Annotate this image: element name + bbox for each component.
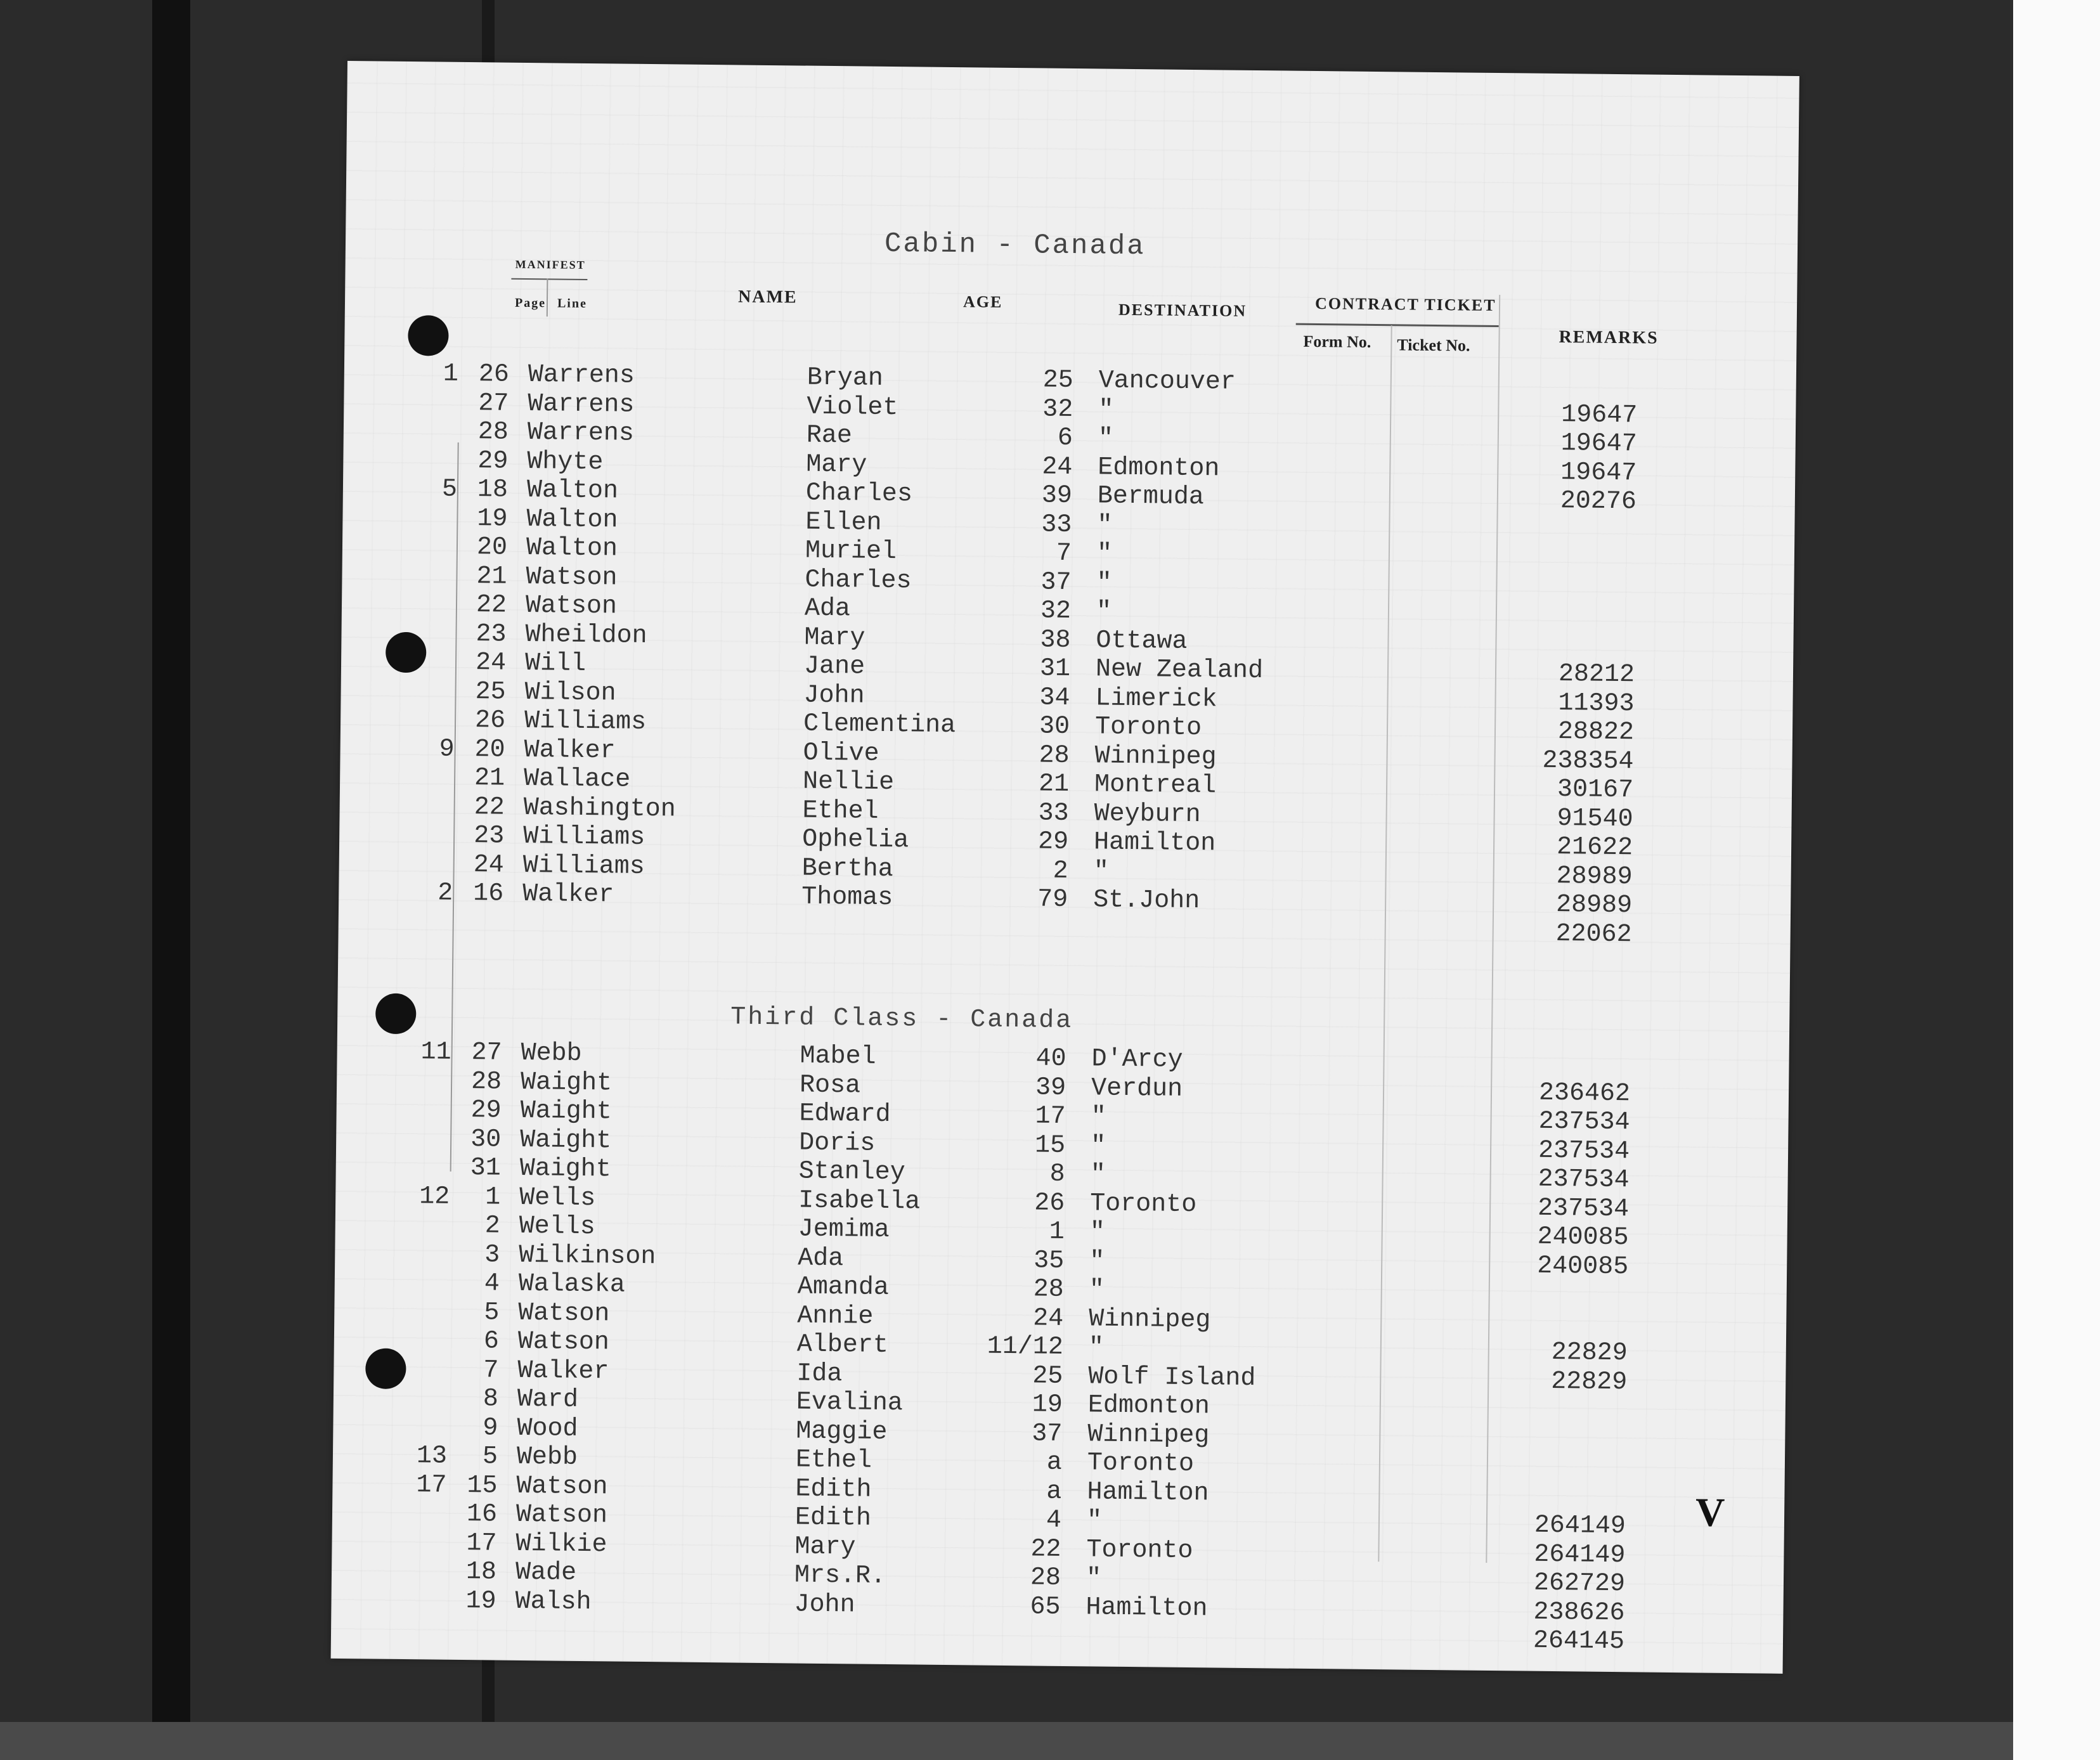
passenger-destination: Edmonton: [1098, 453, 1220, 483]
passenger-surname: Whyte: [527, 447, 604, 477]
passenger-surname: Walaska: [518, 1269, 626, 1300]
passenger-age: a: [1046, 1477, 1062, 1506]
passenger-surname: Warrens: [528, 389, 635, 420]
passenger-surname: Walsh: [515, 1587, 592, 1617]
ticket-number: 91540: [1557, 804, 1633, 834]
passenger-surname: Waight: [520, 1096, 612, 1127]
passenger-destination: ": [1088, 1333, 1105, 1362]
passenger-given-name: Ellen: [805, 508, 882, 538]
passenger-age: 19: [1032, 1390, 1063, 1420]
divider-page-line: [547, 278, 548, 316]
film-band-bottom: [0, 1722, 2100, 1760]
passenger-given-name: Ada: [804, 594, 851, 624]
ticket-number: 21622: [1556, 833, 1633, 863]
manifest-page: [412, 1153, 450, 1154]
margin-check-mark: V: [1695, 1489, 1725, 1535]
manifest-line: 24: [473, 850, 504, 880]
manifest-page: [408, 1557, 446, 1558]
passenger-age: 25: [1042, 366, 1074, 396]
passenger-surname: Ward: [517, 1385, 579, 1414]
passenger-surname: Watson: [526, 562, 618, 592]
passenger-age: 34: [1039, 683, 1070, 713]
passenger-destination: New Zealand: [1095, 655, 1264, 686]
manifest-line: 25: [475, 677, 506, 707]
passenger-destination: ": [1097, 510, 1113, 540]
passenger-destination: ": [1098, 395, 1114, 425]
passenger-given-name: Mabel: [800, 1042, 876, 1071]
ticket-number: 240085: [1537, 1222, 1629, 1253]
passenger-given-name: Thomas: [801, 883, 893, 913]
manifest-page: 2: [438, 879, 453, 908]
manifest-line: 3: [484, 1240, 500, 1270]
manifest-page: [420, 417, 458, 418]
manifest-line: 21: [474, 764, 505, 793]
passenger-destination: Toronto: [1086, 1535, 1193, 1565]
passenger-destination: ": [1089, 1246, 1105, 1276]
passenger-destination: Hamilton: [1086, 1593, 1208, 1623]
manifest-line: 22: [474, 793, 505, 822]
passenger-destination: Toronto: [1094, 713, 1202, 743]
header-destination: DESTINATION: [1118, 300, 1247, 320]
passenger-surname: Wilkinson: [519, 1241, 656, 1271]
passenger-destination: ": [1086, 1506, 1103, 1536]
manifest-line: 19: [477, 504, 508, 534]
ticket-number: 11393: [1558, 689, 1635, 718]
passenger-given-name: Ethel: [802, 796, 879, 826]
manifest-line: 31: [470, 1154, 501, 1183]
passenger-given-name: Maggie: [796, 1417, 888, 1447]
passenger-surname: Warrens: [527, 418, 635, 448]
ticket-number: 22829: [1551, 1367, 1628, 1397]
passenger-destination: Wolf Island: [1088, 1362, 1256, 1393]
passenger-surname: Walton: [526, 476, 619, 506]
manifest-line: 23: [476, 619, 507, 649]
passenger-age: 8: [1049, 1160, 1065, 1189]
passenger-destination: ": [1086, 1564, 1102, 1593]
passenger-age: 32: [1040, 597, 1072, 626]
passenger-destination: ": [1096, 568, 1112, 598]
ticket-number: 264149: [1534, 1511, 1626, 1541]
passenger-age: 37: [1040, 567, 1072, 597]
manifest-line: 27: [478, 389, 509, 418]
passenger-destination: St.John: [1092, 886, 1200, 916]
manifest-line: 16: [473, 879, 504, 909]
passenger-age: 35: [1033, 1246, 1065, 1276]
manifest-page: [410, 1384, 448, 1385]
passenger-destination: ": [1098, 424, 1114, 453]
manifest-page: 9: [439, 735, 455, 764]
passenger-age: 11/12: [987, 1332, 1064, 1362]
punch-hole: [375, 993, 417, 1035]
passenger-age: 29: [1037, 827, 1069, 857]
passenger-given-name: Isabella: [798, 1186, 921, 1217]
manifest-page: [416, 763, 454, 764]
passenger-surname: Williams: [524, 706, 647, 737]
passenger-given-name: Olive: [803, 739, 879, 768]
passenger-destination: ": [1091, 1103, 1106, 1132]
manifest-page: [410, 1326, 448, 1327]
passenger-surname: Wood: [517, 1414, 578, 1444]
manifest-page: 11: [420, 1038, 451, 1067]
passenger-surname: Wilkie: [515, 1529, 607, 1559]
passenger-surname: Walker: [522, 879, 614, 910]
passenger-surname: Watson: [517, 1327, 610, 1357]
manifest-page: [420, 446, 458, 447]
passenger-given-name: Amanda: [797, 1272, 890, 1303]
ticket-number: 240085: [1536, 1252, 1629, 1281]
passenger-age: 38: [1040, 625, 1071, 655]
passenger-given-name: Ada: [798, 1244, 844, 1273]
passenger-destination: ": [1090, 1131, 1106, 1161]
passenger-surname: Webb: [516, 1442, 578, 1472]
passenger-given-name: Mary: [794, 1532, 856, 1562]
passenger-age: a: [1046, 1448, 1063, 1477]
header-page: Page: [514, 295, 547, 311]
manifest-page: 17: [416, 1470, 447, 1500]
section-title-cabin: Cabin - Canada: [884, 228, 1146, 263]
manifest-page: [415, 850, 453, 851]
passenger-given-name: Edith: [794, 1503, 872, 1533]
manifest-line: 20: [474, 735, 505, 765]
manifest-page: 12: [418, 1182, 450, 1212]
manifest-page: 13: [416, 1442, 448, 1471]
manifest-line: 9: [483, 1413, 498, 1443]
passenger-age: 4: [1046, 1506, 1062, 1535]
passenger-destination: Winnipeg: [1094, 741, 1217, 772]
passenger-age: 22: [1030, 1534, 1061, 1564]
manifest-line: 22: [476, 591, 507, 620]
passenger-given-name: Doris: [798, 1129, 876, 1158]
passenger-given-name: Ethel: [795, 1446, 872, 1475]
manifest-page: [412, 1211, 450, 1212]
manifest-page: [418, 619, 456, 620]
manifest-line: 2: [484, 1212, 501, 1241]
passenger-given-name: Violet: [807, 392, 898, 422]
passenger-given-name: Muriel: [805, 536, 897, 567]
ticket-number: 22062: [1555, 919, 1632, 949]
passenger-surname: Wells: [519, 1212, 596, 1242]
ticket-number: 237534: [1538, 1107, 1630, 1137]
passenger-destination: ": [1089, 1276, 1105, 1305]
manifest-page: [410, 1413, 448, 1414]
film-strip-left: [152, 0, 190, 1760]
header-line: Line: [557, 296, 588, 311]
passenger-surname: Wheildon: [525, 620, 647, 650]
ticket-number: 22829: [1551, 1338, 1628, 1368]
passenger-surname: Wells: [519, 1183, 596, 1213]
passenger-given-name: Bryan: [807, 363, 884, 393]
passenger-given-name: Mary: [806, 450, 867, 480]
header-contract-rule: [1296, 323, 1499, 327]
passenger-destination: Ottawa: [1096, 626, 1188, 656]
passenger-surname: Walton: [526, 505, 618, 535]
passenger-destination: Edmonton: [1087, 1391, 1210, 1421]
passenger-surname: Waight: [519, 1125, 612, 1155]
passenger-destination: Montreal: [1094, 770, 1217, 801]
header-manifest: MANIFEST: [515, 257, 586, 271]
passenger-age: 1: [1049, 1217, 1065, 1246]
passenger-surname: Walton: [526, 533, 618, 564]
passenger-surname: Williams: [522, 851, 645, 881]
scan-right-margin: [2013, 0, 2100, 1760]
passenger-destination: Hamilton: [1087, 1477, 1209, 1508]
manifest-line: 29: [477, 446, 509, 476]
passenger-destination: Toronto: [1089, 1189, 1197, 1219]
passenger-age: 28: [1039, 741, 1070, 770]
passenger-surname: Watson: [515, 1500, 608, 1530]
passenger-surname: Watson: [516, 1472, 608, 1501]
manifest-line: 16: [466, 1500, 498, 1529]
passenger-age: 2: [1053, 857, 1068, 886]
ticket-number: 238626: [1533, 1598, 1625, 1627]
ticket-number: 28822: [1557, 718, 1635, 747]
manifest-line: 18: [465, 1558, 497, 1587]
manifest-page: [408, 1499, 446, 1500]
ticket-number: 28989: [1556, 862, 1633, 891]
manifest-line: 27: [471, 1039, 502, 1068]
passenger-given-name: Nellie: [802, 767, 895, 798]
ticket-number: [1453, 1049, 1631, 1051]
passenger-destination: ": [1096, 597, 1112, 626]
manifest-line: 30: [470, 1125, 502, 1155]
ticket-number: 30167: [1557, 775, 1634, 805]
manifest-line: 28: [470, 1067, 502, 1097]
passenger-given-name: Mrs.R.: [794, 1561, 886, 1591]
passenger-destination: Vancouver: [1098, 366, 1236, 397]
passenger-age: 26: [1034, 1188, 1065, 1218]
header-manifest-rule: [511, 278, 587, 280]
passenger-surname: Wallace: [523, 764, 631, 794]
manifest-line: 20: [476, 533, 508, 562]
passenger-age: 65: [1030, 1592, 1061, 1622]
passenger-age: 79: [1037, 885, 1068, 914]
passenger-given-name: Edward: [799, 1099, 891, 1130]
passenger-age: 33: [1041, 510, 1072, 540]
manifest-line: 24: [475, 649, 507, 678]
passenger-surname: Williams: [522, 822, 645, 852]
passenger-destination: Hamilton: [1093, 828, 1216, 858]
manifest-line: 8: [483, 1385, 499, 1414]
manifest-line: 19: [465, 1586, 496, 1616]
ticket-number: 19647: [1560, 429, 1638, 459]
passenger-age: 28: [1030, 1563, 1061, 1593]
passenger-age: 7: [1056, 539, 1072, 568]
passenger-surname: Will: [524, 649, 587, 678]
passenger-surname: Watson: [525, 591, 618, 621]
ticket-number: 19647: [1560, 458, 1637, 488]
passenger-given-name: Edith: [795, 1475, 872, 1504]
ticket-number: 28989: [1555, 891, 1633, 921]
passenger-surname: Warrens: [528, 361, 635, 391]
passenger-age: 28: [1033, 1275, 1064, 1304]
manifest-line: 5: [484, 1298, 500, 1328]
manifest-line: 5: [482, 1442, 498, 1472]
passenger-given-name: Annie: [797, 1302, 874, 1331]
header-ticket-no: Ticket No.: [1397, 335, 1470, 355]
header-form-no: Form No.: [1303, 332, 1371, 351]
passenger-age: 32: [1042, 395, 1073, 424]
punch-hole: [408, 315, 449, 356]
ticket-number: 238354: [1542, 746, 1634, 776]
passenger-given-name: Ida: [796, 1359, 843, 1388]
header-age: AGE: [963, 292, 1003, 311]
passenger-destination: Limerick: [1095, 683, 1217, 714]
passenger-age: 15: [1034, 1130, 1066, 1160]
header-remarks: REMARKS: [1559, 327, 1659, 348]
passenger-age: 30: [1039, 712, 1070, 741]
ticket-number: 237534: [1537, 1194, 1630, 1224]
passenger-given-name: Jemima: [798, 1215, 890, 1245]
passenger-surname: Waight: [519, 1154, 611, 1184]
passenger-destination: Toronto: [1087, 1449, 1195, 1479]
ticket-number: 264149: [1534, 1540, 1626, 1570]
ticket-number: 237534: [1538, 1165, 1630, 1195]
header-contract-ticket: CONTRACT TICKET: [1314, 294, 1496, 314]
passenger-destination: Bermuda: [1097, 482, 1205, 512]
passenger-age: 24: [1033, 1304, 1064, 1333]
passenger-given-name: Mary: [804, 623, 865, 653]
passenger-destination: ": [1089, 1218, 1105, 1247]
manifest-line: 26: [474, 706, 506, 735]
passenger-given-name: John: [803, 681, 865, 711]
manifest-page: [417, 677, 455, 678]
passenger-destination: Weyburn: [1094, 799, 1201, 829]
passenger-destination: ": [1093, 857, 1109, 886]
passenger-age: 21: [1038, 770, 1070, 799]
manifest-line: 15: [467, 1471, 498, 1501]
passenger-surname: Walker: [524, 735, 616, 765]
passenger-destination: ": [1096, 540, 1113, 569]
manifest-line: 4: [484, 1269, 500, 1298]
passenger-age: 39: [1041, 481, 1073, 511]
header-name: NAME: [737, 287, 798, 307]
ticket-number: 264145: [1533, 1626, 1625, 1657]
passenger-age: 33: [1038, 798, 1069, 828]
manifest-line: 23: [473, 822, 505, 851]
manifest-sheet: [331, 61, 1799, 1674]
passenger-destination: Winnipeg: [1087, 1420, 1210, 1450]
section-title-third-class: Third Class - Canada: [730, 1003, 1073, 1036]
manifest-page: [418, 590, 456, 591]
manifest-line: 28: [477, 418, 509, 447]
passenger-given-name: Jane: [803, 652, 865, 682]
ticket-number: 28212: [1558, 660, 1635, 690]
manifest-line: 6: [483, 1327, 500, 1356]
passenger-destination: ": [1090, 1160, 1106, 1189]
manifest-page: [415, 821, 453, 822]
ticket-number: 236462: [1538, 1078, 1631, 1108]
manifest-line: 7: [483, 1356, 499, 1385]
passenger-given-name: Rosa: [799, 1071, 861, 1101]
passenger-given-name: Albert: [796, 1330, 889, 1361]
manifest-line: 21: [476, 562, 507, 592]
ticket-number: 262729: [1533, 1569, 1626, 1599]
manifest-page: [415, 908, 453, 909]
manifest-page: [413, 1067, 451, 1068]
passenger-age: 24: [1042, 453, 1073, 482]
passenger-surname: Wilson: [524, 678, 616, 708]
manifest-page: 1: [443, 359, 459, 389]
passenger-destination: Verdun: [1091, 1073, 1183, 1104]
manifest-line: 26: [478, 360, 510, 389]
manifest-page: [412, 1240, 450, 1241]
passenger-given-name: Rae: [806, 421, 853, 451]
ticket-number: [1460, 370, 1638, 372]
manifest-page: [408, 1586, 446, 1587]
manifest-line: [459, 908, 503, 909]
manifest-line: 18: [477, 476, 509, 505]
passenger-destination: D'Arcy: [1091, 1045, 1183, 1075]
ticket-number: 20276: [1560, 487, 1637, 517]
manifest-line: [451, 1615, 496, 1616]
manifest-page: [417, 648, 455, 649]
passenger-age: 6: [1057, 424, 1073, 453]
manifest-line: 17: [466, 1529, 497, 1558]
passenger-age: 31: [1039, 654, 1071, 683]
passenger-given-name: Bertha: [801, 854, 893, 884]
passenger-given-name: Charles: [805, 566, 912, 595]
passenger-age: 25: [1032, 1361, 1063, 1391]
passenger-surname: Washington: [523, 793, 676, 824]
manifest-line: 29: [470, 1096, 502, 1125]
passenger-given-name: Charles: [805, 479, 913, 509]
manifest-page: 5: [441, 475, 458, 504]
passenger-given-name: Ophelia: [801, 825, 909, 855]
passenger-surname: Watson: [518, 1298, 610, 1328]
passenger-age: 17: [1035, 1102, 1066, 1131]
passenger-given-name: Evalina: [796, 1388, 904, 1418]
passenger-destination: Winnipeg: [1089, 1304, 1211, 1335]
passenger-age: 40: [1035, 1044, 1066, 1073]
passenger-age: 39: [1035, 1073, 1066, 1103]
passenger-surname: Walker: [517, 1356, 609, 1386]
manifest-page: [419, 504, 457, 505]
passenger-age: 37: [1032, 1419, 1063, 1449]
passenger-given-name: Clementina: [803, 709, 956, 741]
ticket-number: 237534: [1538, 1136, 1630, 1166]
passenger-surname: Wade: [515, 1558, 577, 1588]
passenger-surname: Waight: [520, 1068, 612, 1097]
passenger-given-name: John: [794, 1590, 855, 1620]
passenger-given-name: Stanley: [798, 1157, 905, 1187]
manifest-line: 1: [484, 1182, 501, 1212]
ticket-number: 19647: [1560, 400, 1638, 430]
passenger-surname: Webb: [521, 1039, 582, 1068]
